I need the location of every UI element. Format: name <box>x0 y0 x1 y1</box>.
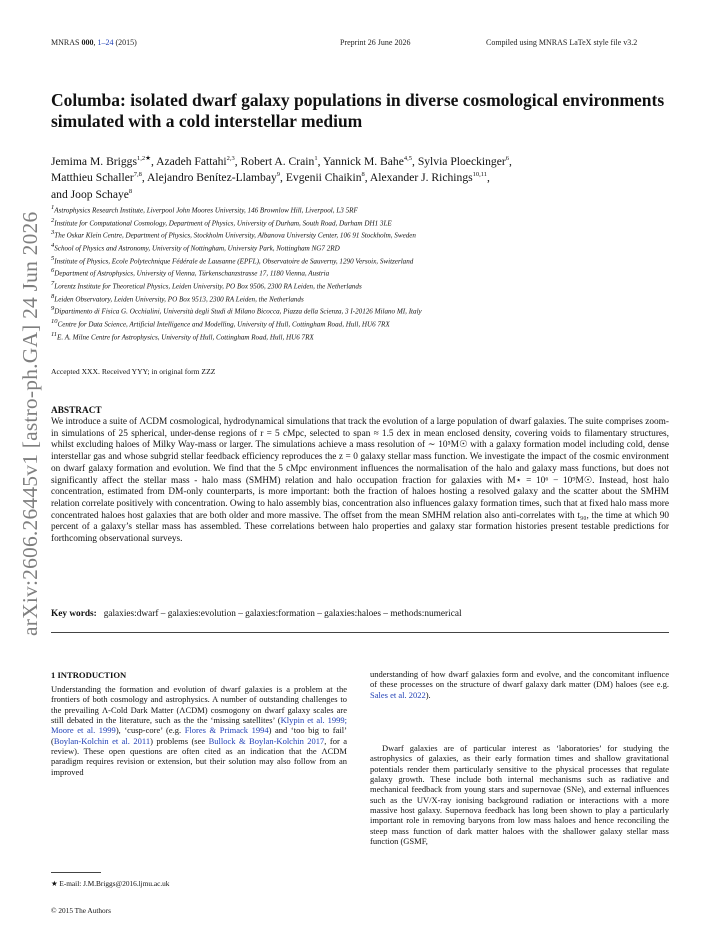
affiliation-item <box>51 266 676 279</box>
citation-link[interactable]: Sales et al. 2022 <box>370 689 426 700</box>
affiliation-item <box>51 216 676 229</box>
author-name: Yannick M. Bahe <box>322 154 404 168</box>
affiliation-number: 6 <box>51 267 55 275</box>
journal-year: (2015) <box>115 38 137 47</box>
affiliation-number: 10 <box>51 317 58 325</box>
affiliation-number: 2 <box>51 216 55 224</box>
citation-link[interactable]: Bullock & Boylan-Kolchin 2017 <box>208 735 325 746</box>
keywords-list: galaxies:dwarf – galaxies:evolution – galaxies:formation – galaxies:haloes – methods:numerical <box>103 609 462 619</box>
author-affiliation-marker: 1,2★ <box>137 155 151 162</box>
affiliation-item <box>51 330 676 343</box>
journal-volume: 000 <box>81 38 94 47</box>
intro-text: ). <box>425 689 431 700</box>
intro-text: ), ‘cusp-core’ (e.g. <box>115 725 185 736</box>
section-heading-introduction: 1 INTRODUCTION <box>51 670 127 680</box>
corresponding-author-footnote: ★ E-mail: J.M.Briggs@2016.ljmu.ac.uk <box>51 879 170 888</box>
accepted-line: Accepted XXX. Received YYY; in original form ZZZ <box>51 367 216 376</box>
affiliation-number: 9 <box>51 305 55 313</box>
citation-link[interactable]: Boylan-Kolchin et al. 2011 <box>53 735 151 746</box>
author-affiliation-marker: 6 <box>505 155 509 162</box>
affiliation-number: 7 <box>51 279 55 287</box>
affiliation-number: 5 <box>51 254 55 262</box>
affiliation-item <box>51 254 676 267</box>
affiliation-item <box>51 292 676 305</box>
author-name: Jemima M. Briggs <box>51 154 137 168</box>
author-name: Azadeh Fattahi <box>156 154 227 168</box>
intro-column-left <box>51 684 347 777</box>
author-affiliation-marker: 4,5 <box>403 155 413 162</box>
keywords-label: Key words: <box>51 609 97 619</box>
affiliation-item <box>51 241 676 254</box>
running-header-journal: MNRAS 000, 1–24 (2015) <box>51 38 137 47</box>
compiled-note: Compiled using MNRAS LaTeX style file v3.2 <box>486 38 638 47</box>
intro-column-right-paragraph: Dwarf galaxies are of particular interest as ‘laboratories’ for studying the astrophysics of galaxies, as their early formation times and shallow gravitational potentials render them particularly sensitive to the physical processes that regulate galaxy growth. These include both internal mechanisms such as radiative and mechanical feedback from young stars and supernovae (SNe), and external influences such as the UV/X-ray ionising background radiation or interactions with a more massive host galaxy. Supernova feedback has long been shown to play a particularly important role in removing baryons from low mass haloes and hence reconciling the steep mass function of dark matter haloes with the shallower galaxy stellar mass function (GSMF, <box>370 743 669 847</box>
author-affiliation-marker: 8 <box>128 187 133 195</box>
affiliation-number: 3 <box>51 229 55 237</box>
author-affiliation-marker: 10,11 <box>472 171 488 179</box>
author-affiliation-marker: 7,8 <box>133 171 142 179</box>
affiliation-text: Institute of Physics, Ecole Polytechnique Fédérale de Lausanne (EPFL), Observatoire de Sauverny, 1290 Versoix, Switzerland <box>54 256 414 265</box>
author-name: Alejandro Benítez-Llambay <box>147 171 277 185</box>
citation-link[interactable]: Klypin et al. 1999; Moore et al. 1999 <box>51 715 347 736</box>
affiliation-text: Institute for Computational Cosmology, Department of Physics, University of Durham, South Road, Durham DH1 3LE <box>54 219 392 228</box>
author-affiliation-marker: 2,3 <box>226 155 235 162</box>
journal-name: MNRAS <box>51 38 80 47</box>
affiliation-number: 8 <box>51 292 55 300</box>
affiliation-item <box>51 317 676 330</box>
affiliation-number: 4 <box>51 241 55 249</box>
author-list: Jemima M. Briggs$^{1,2★}$, Azadeh Fattahi$^{2,3}$, Robert A. Crain$^1$, Yannick M. Bahe$^{4,5}$, Sylvia Ploeckinger$^6$, Matthieu Schaller$^{7,8}$, Alejandro Benítez-Llambay$^9$, Evgenii Chaikin$^8$, Alexander J. Richings$^{10,11}$, and Joop Schaye$^8$ <box>51 154 512 201</box>
arxiv-stamp: arXiv:2606.26445v1 [astro-ph.GA] 24 Jun 2026 <box>18 211 42 636</box>
affiliation-text: Dipartimento di Fisica G. Occhialini, Università degli Studi di Milano Bicocca, Piazza della Scienza, 3 I-20126 Milano MI, Italy <box>54 307 422 316</box>
affiliation-number: 11 <box>51 330 58 338</box>
affiliation-text: E. A. Milne Centre for Astrophysics, University of Hull, Cottingham Road, Hull, HU6 7RX <box>57 332 314 341</box>
keywords-line <box>51 609 669 619</box>
intro-text: Understanding the formation and evolution of dwarf galaxies is a problem at the frontiers of both cosmology and astrophysics. A number of outstanding challenges to the prevailing Λ-Cold Dark Matter (ΛCDM) cosmogony on dwarf galaxy scales are still debated in the literature, such as the the ‘missing satellites’ ( <box>51 684 347 726</box>
author-name: Evgenii Chaikin <box>285 171 362 185</box>
affiliation-item <box>51 304 676 317</box>
affiliation-text: Department of Astrophysics, University of Vienna, Türkenschanzstrasse 17, 1180 Vienna, Austria <box>54 269 330 278</box>
affiliation-item <box>51 203 676 216</box>
author-affiliation-marker: 8 <box>361 171 365 179</box>
citation-link[interactable]: Flores & Primack 1994 <box>184 725 269 736</box>
abstract-heading: ABSTRACT <box>51 406 102 416</box>
author-name: Alexander J. Richings <box>369 171 473 185</box>
author-name: Robert A. Crain <box>240 154 315 168</box>
author-name: Matthieu Schaller <box>51 171 134 185</box>
paper-title: Columba: isolated dwarf galaxy populations in diverse cosmological environments simulated with a cold interstellar medium <box>51 90 665 131</box>
affiliation-text: Leiden Observatory, Leiden University, PO Box 9513, 2300 RA Leiden, the Netherlands <box>54 294 304 303</box>
intro-text: ) problems (see <box>150 735 209 746</box>
intro-column-right-top <box>370 669 669 700</box>
affiliation-text: Astrophysics Research Institute, Liverpool John Moores University, 146 Brownlow Hill, Liverpool, L3 5RF <box>54 206 358 215</box>
affiliation-text: School of Physics and Astronomy, University of Nottingham, University Park, Nottingham NG7 2RD <box>54 244 340 253</box>
intro-text: understanding of how dwarf galaxies form and evolve, and the concomitant influence of these processes on the structure of dwarf galaxy dark matter (DM) haloes (see e.g. <box>370 669 669 690</box>
intro-text: , for a review). These open questions are often cited as an indication that the ΛCDM paradigm requires revision or extension, but their solution may also follow from an improved <box>51 735 348 777</box>
author-affiliation-marker: 9 <box>276 171 281 179</box>
affiliation-text: Lorentz Institute for Theoretical Physics, Leiden University, PO Box 9506, 2300 RA Leiden, the Netherlands <box>54 282 362 291</box>
abstract-text: We introduce a suite of ΛCDM cosmological, hydrodynamical simulations that track the evolution of a large population of dwarf galaxies. The suite comprises zoom-in simulations of 25 spherical, under-dense regions of r = 5 cMpc, selected to span ≈ 1.5 dex in mean enclosed density, covering voids to filamentary structures, whilst excluding haloes of Milky Way-mass or larger. The simulations achieve a mass resolution of ∼ 10⁵M☉ with a galaxy formation model including cold, dense interstellar gas and whose subgrid stellar feedback efficiency reproduces the z = 0 galaxy stellar mass function. We investigate the impact of the cosmic environment on dwarf galaxy formation and evolution. We find that the 5 cMpc environment influences the normalisation of the halo and galaxy mass functions, but does not significantly affect the stellar mass - halo mass (SMHM) relation and halo occupation fraction for galaxies with M⋆ = 10⁶ − 10⁹M☉. Instead, host halo concentration, estimated from DM-only counterparts, is more important: both the fraction of haloes hosting a resolved galaxy and the scatter about the SMHM relation correlate positively with concentration. Owing to halo assembly bias, concentration also influences galaxy formation times, such that at fixed halo mass more concentrated haloes host galaxies that are both older and more massive. The offset from the mean SMHM relation also anti-correlates with t₉₀, the time at which 90 percent of a galaxy’s stellar mass has assembled. These correlations between halo properties and galaxy star formation histories present testable predictions for forthcoming observational surveys. <box>51 417 669 545</box>
preprint-date: Preprint 26 June 2026 <box>340 38 411 47</box>
intro-text: ) and ‘too big to fail’ ( <box>51 725 347 746</box>
footnote-rule <box>51 872 101 873</box>
affiliation-item <box>51 228 676 241</box>
affiliation-item <box>51 279 676 292</box>
journal-pages-link[interactable]: 1–24 <box>97 38 114 47</box>
author-name: Sylvia Ploeckinger <box>417 154 506 168</box>
affiliation-list <box>51 203 676 342</box>
author-name: and Joop Schaye <box>51 187 129 201</box>
abstract-rule <box>51 632 669 633</box>
affiliation-number: 1 <box>51 204 55 211</box>
author-affiliation-marker: 1 <box>314 155 318 162</box>
affiliation-text: The Oskar Klein Centre, Department of Physics, Stockholm University, Albanova University Center, 106 91 Stockholm, Sweden <box>54 231 416 240</box>
copyright-line: © 2015 The Authors <box>51 906 111 915</box>
affiliation-text: Centre for Data Science, Artificial Intelligence and Modelling, University of Hull, Cottingham Road, Hull, HU6 7RX <box>57 320 390 329</box>
